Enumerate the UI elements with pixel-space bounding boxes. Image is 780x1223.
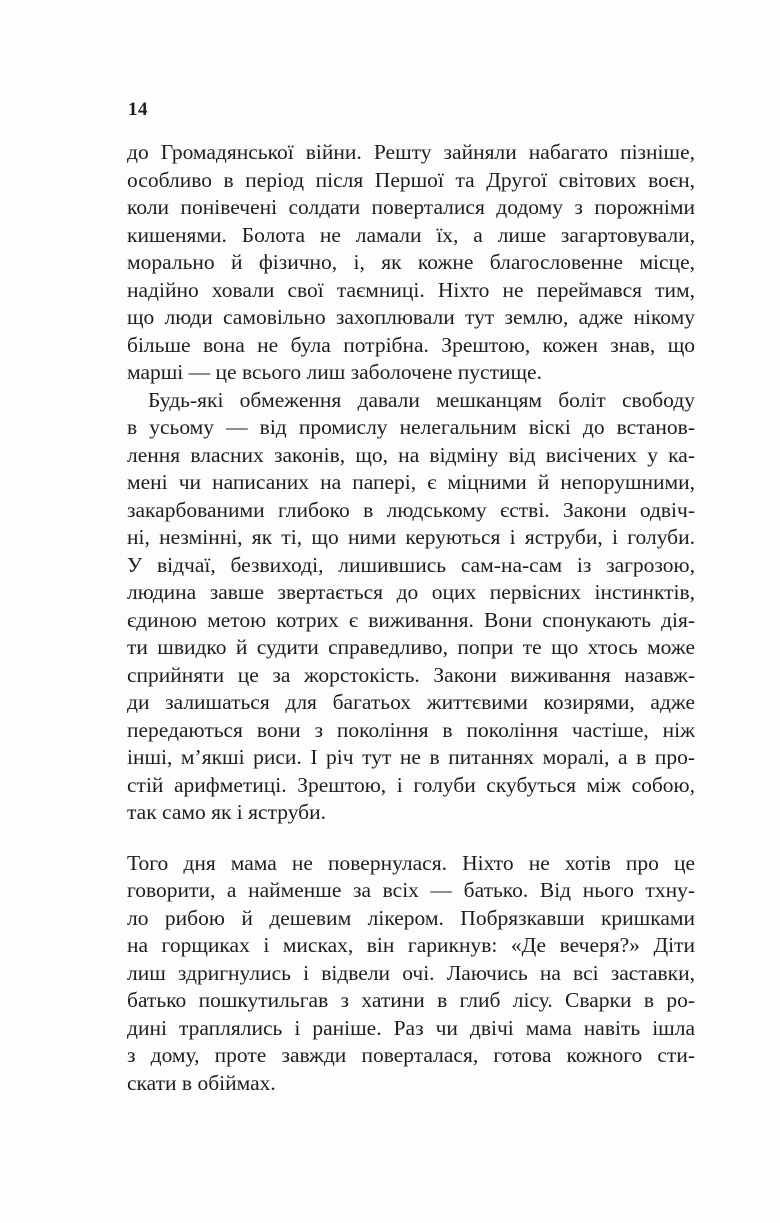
text-line: марші — це всього лиш заболочене пустище. (127, 360, 542, 384)
text-line: єдиною метою котрих є виживання. Вони спонукають дія- (127, 607, 695, 632)
text-line: скати в обіймах. (127, 1070, 276, 1095)
text-line: сприйняти це за жорстокість. Закони виживання назавж- (127, 662, 695, 687)
text-line: ди залишаться для багатьох життєвими козирями, адже (127, 690, 695, 714)
text-line: передаються вони з покоління в покоління частіше, ніж (127, 717, 695, 742)
text-line: людина завше звертається до оцих первісних інстинктів, (127, 580, 695, 604)
text-line: коли понівечені солдати поверталися додому з порожніми (127, 195, 695, 219)
text-line: стій арифметиці. Зрештою, і голуби скубуться між собою, (127, 772, 695, 797)
text-line: кишенями. Болота не ламали їх, а лише загартовували, (127, 222, 695, 247)
text-line: дині траплялись і раніше. Раз чи двічі мама навіть ішла (127, 1015, 695, 1040)
text-line: Будь-які обмеження давали мешканцям боліт свободу (148, 387, 695, 412)
text-line: на горщиках і мисках, він гарикнув: «Де вечеря?» Діти (127, 933, 695, 957)
text-line: що люди самовільно захоплювали тут землю, адже нікому (127, 305, 695, 329)
paragraph (127, 139, 695, 387)
page-text (127, 139, 695, 1097)
text-line: в усьому — від промислу нелегальним віскі до встанов- (127, 415, 695, 439)
page-number: 14 (128, 99, 148, 120)
text-line: У відчаї, безвиході, лишившись сам-на-сам із загрозою, (127, 552, 695, 577)
text-line: лення власних законів, що, на відміну від висічених у ка- (127, 442, 695, 467)
text-line: так само як і яструби. (127, 800, 327, 824)
text-line: ло рибою й дешевим лікером. Побрязкавши кришками (127, 905, 695, 930)
text-line: Того дня мама не повернулася. Ніхто не хотів про це (127, 850, 695, 875)
text-line: ти швидко й судити справедливо, попри те що хтось може (127, 635, 695, 659)
text-line: особливо в період після Першої та Другої світових воєн, (127, 167, 695, 192)
text-line: лиш здригнулись і відвели очі. Лаючись на всі заставки, (127, 960, 695, 985)
text-line: мені чи написаних на папері, є міцними й непорушними, (127, 470, 695, 494)
text-line: більше вона не була потрібна. Зрештою, кожен знав, що (127, 332, 695, 357)
text-line: говорити, а найменше за всіх — батько. Від нього тхну- (127, 878, 695, 902)
paragraph (127, 387, 695, 827)
paragraph (127, 850, 695, 1098)
text-line: закарбованими глибоко в людському єстві. Закони одвіч- (127, 497, 695, 522)
text-line: до Громадянської війни. Решту зайняли набагато пізніше, (127, 140, 695, 164)
text-line: надійно ховали свої таємниці. Ніхто не переймався тим, (127, 277, 695, 302)
text-line: інші, м’якші риси. І річ тут не в питаннях моралі, а в про- (127, 745, 695, 769)
text-line: морально й фізично, і, як кожне благословенне місце, (127, 250, 695, 274)
text-line: з дому, проте завжди поверталася, готова кожного сти- (127, 1043, 695, 1067)
text-line: батько пошкутильгав з хатини в глиб лісу. Сварки в ро- (127, 988, 695, 1012)
text-line: ні, незмінні, як ті, що ними керуються і яструби, і голуби. (127, 525, 695, 549)
